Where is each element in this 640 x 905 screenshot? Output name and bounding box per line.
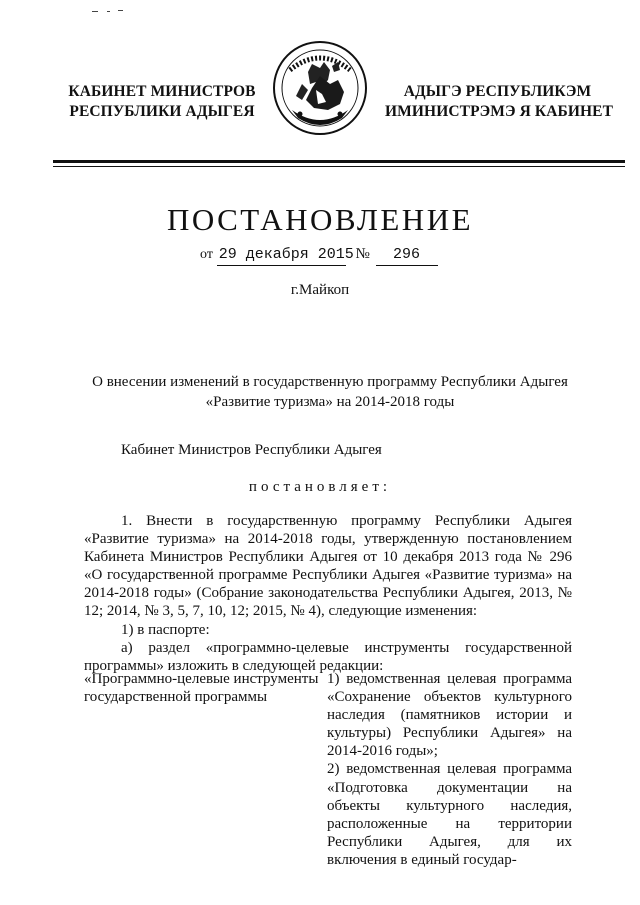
header-divider-thick [53,160,625,163]
date-value: 29 декабря 2015 [217,245,346,266]
coat-of-arms-icon [272,40,368,136]
header-ady [385,82,614,122]
header-ady-line1: АДЫГЭ РЕСПУБЛИКЭМ [403,83,592,100]
header-ady-line2: ИМИНИСТРЭМЭ Я КАБИНЕТ [385,103,614,120]
header-ru-line2: РЕСПУБЛИКИ АДЫГЕЯ [69,103,255,120]
decree-word: постановляет: [248,479,392,495]
date-prefix: от [200,247,213,262]
table-right-item1: 1) ведомственная целевая программа «Сохранение объектов культурного наследия (памятников истории и культуры) Республики Адыгея» на 2014-2016 годы»; [327,671,572,760]
subject-line2: «Развитие туризма» на 2014-2018 годы [205,394,455,410]
scan-speck-marks [92,8,132,14]
document-subject [70,372,590,412]
body-text [84,512,572,675]
document-number: 296 [376,245,438,266]
paragraph-2: 1) в паспорте: [121,621,210,638]
table-right-item2: 2) ведомственная целевая программа «Подготовка документации на объекты культурного наследия, расположенные на территории Республики Адыгея, для их включения в единый государ- [327,761,572,868]
subject-line1: О внесении изменений в государственную программу Республики Адыгея [92,374,568,390]
number-sign: № [355,246,370,262]
table-left-text: «Программно-целевые инструменты государственной программы [84,671,319,706]
city-name: г.Майкоп [290,282,350,298]
document-title: ПОСТАНОВЛЕНИЕ [166,202,474,237]
header-ru-line1: КАБИНЕТ МИНИСТРОВ [68,83,256,100]
paragraph-3: а) раздел «программно-целевые инструменты государственной программы» изложить в следующей редакции: [84,639,572,674]
table-left-cell [84,670,324,706]
table-right-cell [327,670,572,869]
header-divider-thin [53,166,625,167]
paragraph-1: 1. Внести в государственную программу Республики Адыгея «Развитие туризма» на 2014-2018 годы, утвержденную постановлением Кабинета Министров Республики Адыгея от 10 декабря 2013 года № 296 «О государственной программе Республики Адыгея «Развитие туризма» на 2014-2018 годы» (Собрание законодательства Республики Адыгея, 2013, № 12; 2014, № 3, 5, 7, 10, 12; 2015, № 4), следующие изменения: [84,513,572,620]
issuing-body: Кабинет Министров Республики Адыгея [121,442,382,458]
date-number-line [200,244,438,266]
header-ru [62,82,262,122]
